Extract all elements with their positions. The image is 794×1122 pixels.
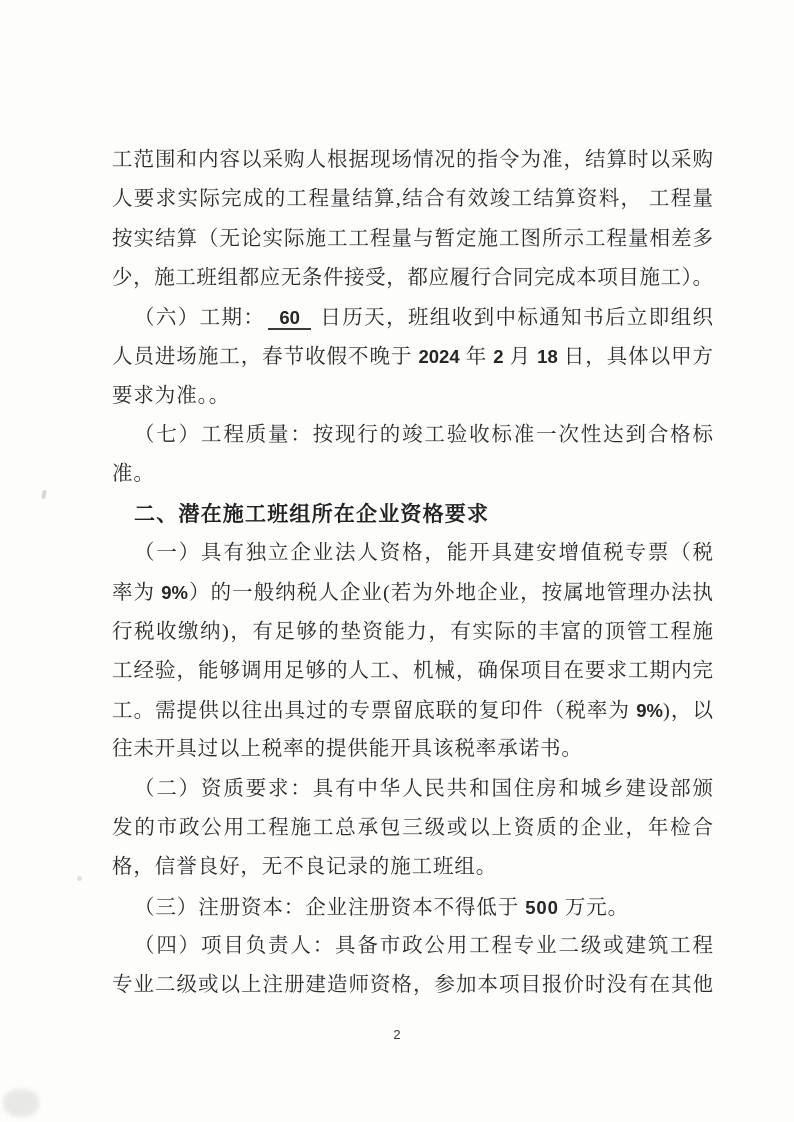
section-heading: 二、潜在施工班组所在企业资格要求	[134, 502, 490, 526]
clause-6-term-line	[112, 298, 713, 337]
body-line-3: 按实结算（无论实际施工工程量与暂定施工图所示工程量相差多	[112, 227, 713, 250]
body-line-4: 少，施工班组都应无条件接受，都应履行合同完成本项目施工）。	[112, 266, 713, 289]
clause-1-line-2	[112, 573, 713, 612]
body-line-9: 准。	[112, 463, 155, 486]
duration-blank-value: 60	[268, 307, 311, 330]
body-line-7: 要求为准。。	[112, 384, 231, 407]
invoice-copy-suffix: )，以	[663, 700, 714, 723]
date-line-prefix: 人员进场施工，春节收假不晚于	[112, 346, 419, 369]
clause-1-line-1: （一）具有独立企业法人资格，能开具建安增值税专票（税	[134, 541, 713, 564]
page-number: 2	[393, 1027, 401, 1042]
clause-1-line-6: 往未开具过以上税率的提供能开具该税率承诺书。	[112, 738, 583, 761]
clause-4-line-2: 专业二级或以上注册建造师资格，参加本项目报价时没有在其他	[112, 974, 713, 997]
date-sep-month: 月	[503, 346, 538, 369]
date-line-suffix: 日，具体以甲方	[557, 346, 714, 369]
capital-suffix: 万元。	[558, 896, 630, 919]
invoice-copy-prefix: 工。需提供以往出具过的专票留底联的复印件（税率为	[112, 700, 637, 723]
clause-4-line-1: （四）项目负责人：具备市政公用工程专业二级或建筑工程	[134, 934, 713, 957]
clause-1-line-3: 行税收缴纳)，有足够的垫资能力，有实际的丰富的顶管工程施	[112, 620, 713, 643]
scan-smudge	[3, 1089, 39, 1117]
tax-rate-prefix: 率为	[112, 582, 162, 605]
clause-6-date-line	[112, 337, 713, 376]
date-sep-year: 年	[459, 346, 494, 369]
tax-rate-value: 9%	[161, 582, 189, 604]
clause-3-line	[112, 888, 713, 927]
scan-speck	[77, 876, 82, 881]
capital-prefix: （三）注册资本：企业注册资本不得低于	[134, 896, 526, 919]
clause-2-line-3: 格，信誉良好，无不良记录的施工班组。	[112, 856, 498, 879]
scan-speck	[41, 490, 47, 500]
clause-1-line-4: 工经验，能够调用足够的人工、机械，确保项目在要求工期内完	[112, 659, 713, 682]
capital-amount: 500	[525, 896, 559, 918]
date-day: 18	[537, 346, 558, 368]
body-line-2: 人要求实际完成的工程量结算,结合有效竣工结算资料， 工程量	[112, 188, 713, 211]
clause-6-prefix: （六）工期：	[134, 307, 266, 330]
date-month: 2	[493, 346, 504, 368]
tax-rate-suffix: ）的一般纳税人企业(若为外地企业，按属地管理办法执	[188, 582, 713, 605]
clause-1-line-5	[112, 691, 713, 730]
invoice-tax-rate-value: 9%	[636, 700, 664, 722]
clause-7-line: （七）工程质量：按现行的竣工验收标准一次性达到合格标	[134, 424, 713, 447]
document-body	[112, 141, 713, 1006]
body-line-1: 工范围和内容以采购人根据现场情况的指令为准，结算时以采购	[112, 149, 713, 171]
date-year: 2024	[418, 346, 460, 368]
clause-2-line-2: 发的市政公用工程施工总承包三级或以上资质的企业，年检合	[112, 817, 713, 840]
clause-6-suffix: 日历天，班组收到中标通知书后立即组织	[313, 307, 714, 330]
clause-2-line-1: （二）资质要求：具有中华人民共和国住房和城乡建设部颁	[134, 777, 713, 800]
